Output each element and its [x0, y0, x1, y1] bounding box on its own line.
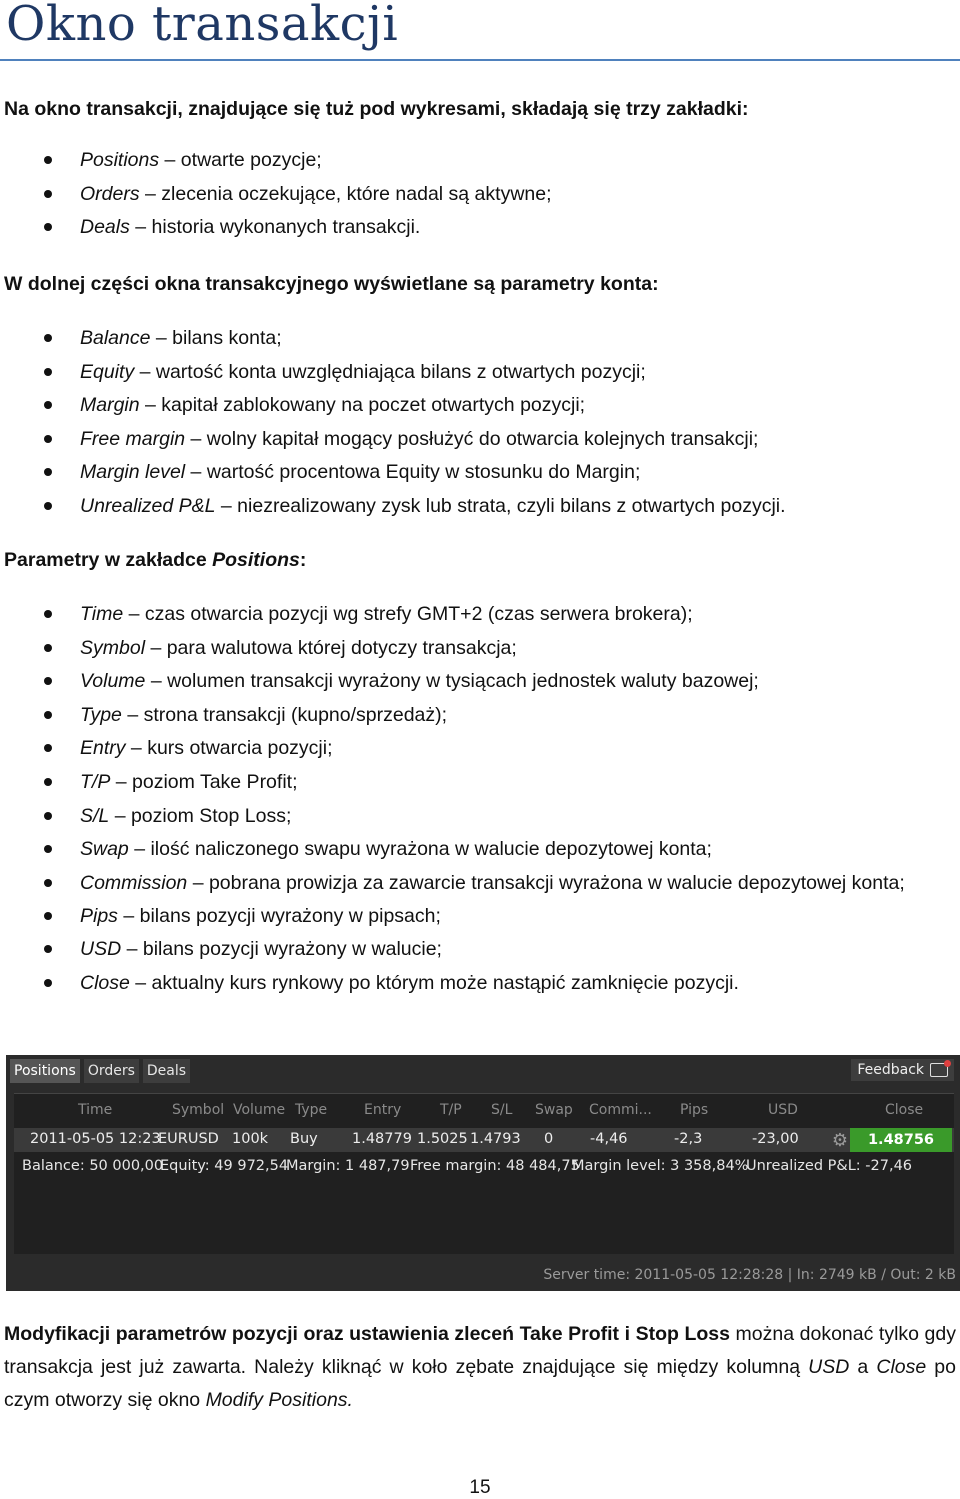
- gear-icon[interactable]: ⚙: [831, 1129, 849, 1151]
- account-free-margin: Free margin: 48 484,75: [410, 1158, 580, 1174]
- list-item: [0, 326, 786, 360]
- bullet-icon: [44, 912, 52, 920]
- bullet-icon: [44, 979, 52, 987]
- cell-pips: -2,3: [674, 1131, 703, 1147]
- term: Time: [80, 603, 124, 625]
- table-row[interactable]: [14, 1128, 954, 1152]
- col-header-commission[interactable]: Commi...: [589, 1102, 652, 1118]
- term: Commission: [80, 871, 188, 894]
- bullet-icon: [44, 879, 52, 887]
- list-item: [0, 736, 956, 770]
- bullet-icon: [44, 644, 52, 652]
- desc: – czas otwarcia pozycji wg strefy GMT+2 (czas serwera brokera);: [123, 603, 693, 625]
- term: Pips: [80, 904, 118, 927]
- bullet-icon: [44, 468, 52, 476]
- final-text-2: a: [849, 1356, 877, 1378]
- desc: – niezrealizowany zysk lub strata, czyli bilans z otwartych pozycji.: [215, 494, 786, 517]
- final-bold: Modyfikacji parametrów pozycji oraz ustawienia zleceń Take Profit i Stop Loss: [4, 1323, 730, 1345]
- cell-commission: -4,46: [590, 1131, 628, 1147]
- bullet-icon: [44, 610, 52, 618]
- list-item: [0, 427, 786, 461]
- bullet-icon: [44, 945, 52, 953]
- cell-time: 2011-05-05 12:23: [30, 1131, 161, 1147]
- desc: – strona transakcji (kupno/sprzedaż);: [121, 703, 448, 726]
- term: Close: [80, 971, 130, 994]
- account-margin-level: Margin level: 3 358,84%: [572, 1158, 749, 1174]
- term: Deals: [80, 216, 130, 239]
- bullet-icon: [44, 812, 52, 820]
- list-item: [0, 937, 956, 971]
- list-item: [0, 804, 956, 838]
- bullet-icon: [44, 744, 52, 752]
- bullet-icon: [44, 368, 52, 376]
- term: Orders: [80, 182, 140, 205]
- bullet-icon: [44, 190, 52, 198]
- positions-intro-suffix: :: [299, 549, 307, 571]
- desc: – zlecenia oczekujące, które nadal są aktywne;: [139, 182, 552, 205]
- col-header-symbol[interactable]: Symbol: [172, 1102, 225, 1118]
- term: Unrealized P&L: [80, 494, 216, 517]
- col-header-entry[interactable]: Entry: [364, 1102, 402, 1118]
- bullet-icon: [44, 401, 52, 409]
- trading-window-screenshot: [6, 1055, 960, 1291]
- positions-list: [0, 602, 956, 1005]
- final-paragraph: [4, 1318, 956, 1417]
- cell-symbol: EURUSD: [158, 1131, 219, 1147]
- tab-orders[interactable]: Orders: [84, 1059, 139, 1083]
- bullet-icon: [44, 435, 52, 443]
- positions-intro: [4, 548, 306, 572]
- col-header-swap[interactable]: Swap: [535, 1102, 573, 1118]
- account-equity: Equity: 49 972,54: [160, 1158, 289, 1174]
- platform-tabs: [10, 1059, 190, 1083]
- list-item: [0, 971, 956, 1005]
- bullet-icon: [44, 156, 52, 164]
- term: Equity: [80, 360, 135, 383]
- col-header-sl[interactable]: S/L: [491, 1102, 513, 1118]
- term: Volume: [80, 670, 146, 693]
- feedback-label: Feedback: [857, 1062, 924, 1078]
- term: Balance: [80, 327, 151, 349]
- term: USD: [80, 938, 122, 961]
- intro-text: Na okno transakcji, znajdujące się tuż pod wykresami, składają się trzy zakładki:: [4, 98, 749, 120]
- list-item: [0, 904, 956, 938]
- bullet-icon: [44, 778, 52, 786]
- term: Free margin: [80, 427, 186, 450]
- bullet-icon: [44, 223, 52, 231]
- tab-deals[interactable]: Deals: [143, 1059, 190, 1083]
- term: Symbol: [80, 636, 146, 659]
- final-text-1: można dokonać tylko gdy transakcja jest już zawarta. Należy kliknąć w koło zębate znajdujące się między kolumną: [4, 1323, 957, 1378]
- desc: – kapitał zablokowany na poczet otwartych pozycji;: [139, 394, 586, 417]
- desc: – wartość procentowa Equity w stosunku do Margin;: [185, 461, 641, 484]
- cell-volume: 100k: [232, 1131, 269, 1147]
- list-item: [0, 770, 956, 804]
- bullet-icon: [44, 845, 52, 853]
- col-header-close[interactable]: Close: [885, 1102, 924, 1118]
- term: Swap: [80, 838, 129, 861]
- desc: – kurs otwarcia pozycji;: [125, 737, 333, 760]
- list-item: [0, 460, 786, 494]
- desc: – ilość naliczonego swapu wyrażona w walucie depozytowej konta;: [128, 838, 712, 861]
- list-item: [0, 669, 956, 703]
- term: T/P: [80, 770, 111, 793]
- desc: – para walutowa której dotyczy transakcja;: [145, 636, 517, 659]
- list-item: [0, 837, 956, 871]
- positions-intro-prefix: Parametry w zakładce: [4, 549, 213, 571]
- bullet-icon: [44, 502, 52, 510]
- status-bar: Server time: 2011-05-05 12:28:28 | In: 2749 kB / Out: 2 kB: [543, 1267, 956, 1283]
- term: Margin level: [80, 461, 186, 484]
- final-text-3: po czym otworzy się okno: [4, 1356, 956, 1411]
- account-margin: Margin: 1 487,79: [286, 1158, 410, 1174]
- desc: – pobrana prowizja za zawarcie transakcji wyrażona w walucie depozytowej konta;: [187, 871, 905, 894]
- desc: – otwarte pozycje;: [159, 149, 322, 171]
- cell-entry: 1.48779: [352, 1131, 412, 1147]
- list-item: [0, 393, 786, 427]
- tabs-list: [0, 148, 552, 249]
- cell-sl: 1.4793: [470, 1131, 521, 1147]
- title-underline: [0, 59, 960, 61]
- list-item: [0, 871, 956, 904]
- desc: – poziom Stop Loss;: [109, 804, 292, 827]
- final-term-modify: Modify Positions.: [205, 1389, 353, 1411]
- close-price-button[interactable]: 1.48756: [850, 1128, 952, 1152]
- cell-type: Buy: [290, 1131, 318, 1147]
- account-list: [0, 326, 786, 528]
- speech-bubble-icon: [930, 1063, 948, 1077]
- col-header-type[interactable]: Type: [295, 1102, 328, 1118]
- col-header-pips[interactable]: Pips: [680, 1102, 709, 1118]
- desc: – poziom Take Profit;: [110, 770, 298, 793]
- page-number: 15: [469, 1477, 491, 1498]
- account-balance: Balance: 50 000,00: [22, 1158, 164, 1174]
- desc: – wolumen transakcji wyrażony w tysiącach jednostek waluty bazowej;: [145, 670, 759, 693]
- list-item: [0, 148, 552, 182]
- list-item: [0, 182, 552, 216]
- page-title: Okno transakcji: [6, 0, 399, 52]
- bullet-icon: [44, 711, 52, 719]
- final-term-usd: USD: [808, 1356, 850, 1378]
- bullet-icon: [44, 677, 52, 685]
- desc: – aktualny kurs rynkowy po którym może nastąpić zamknięcie pozycji.: [129, 971, 739, 994]
- list-item: [0, 703, 956, 737]
- desc: – bilans konta;: [150, 327, 282, 349]
- term: Entry: [80, 737, 126, 760]
- account-intro: W dolnej części okna transakcyjnego wyświetlane są parametry konta:: [4, 273, 659, 295]
- desc: – historia wykonanych transakcji.: [129, 216, 421, 239]
- desc: – bilans pozycji wyrażony w walucie;: [121, 938, 442, 961]
- desc: – wolny kapitał mogący posłużyć do otwarcia kolejnych transakcji;: [185, 427, 759, 450]
- tab-positions[interactable]: Positions: [10, 1059, 80, 1083]
- feedback-button[interactable]: [851, 1059, 954, 1081]
- cell-usd: -23,00: [752, 1131, 799, 1147]
- cell-swap: 0: [544, 1131, 554, 1147]
- term: Margin: [80, 394, 140, 417]
- final-term-close: Close: [876, 1356, 927, 1378]
- list-item: [0, 602, 956, 636]
- account-unrealized-pl: Unrealized P&L: -27,46: [746, 1158, 913, 1174]
- list-item: [0, 360, 786, 394]
- col-header-usd[interactable]: USD: [768, 1102, 798, 1118]
- term: Type: [80, 703, 122, 726]
- positions-intro-term: Positions: [212, 549, 300, 571]
- list-item: [0, 636, 956, 670]
- term: Positions: [80, 149, 160, 171]
- term: S/L: [80, 804, 110, 827]
- desc: – bilans pozycji wyrażony w pipsach;: [117, 904, 441, 927]
- cell-tp: 1.5025: [417, 1131, 468, 1147]
- desc: – wartość konta uwzględniająca bilans z otwartych pozycji;: [134, 360, 646, 383]
- list-item: [0, 494, 786, 528]
- col-header-tp[interactable]: T/P: [440, 1102, 462, 1118]
- col-header-volume[interactable]: Volume: [233, 1102, 286, 1118]
- bullet-icon: [44, 334, 52, 342]
- list-item: [0, 215, 552, 249]
- col-header-time[interactable]: Time: [78, 1102, 113, 1118]
